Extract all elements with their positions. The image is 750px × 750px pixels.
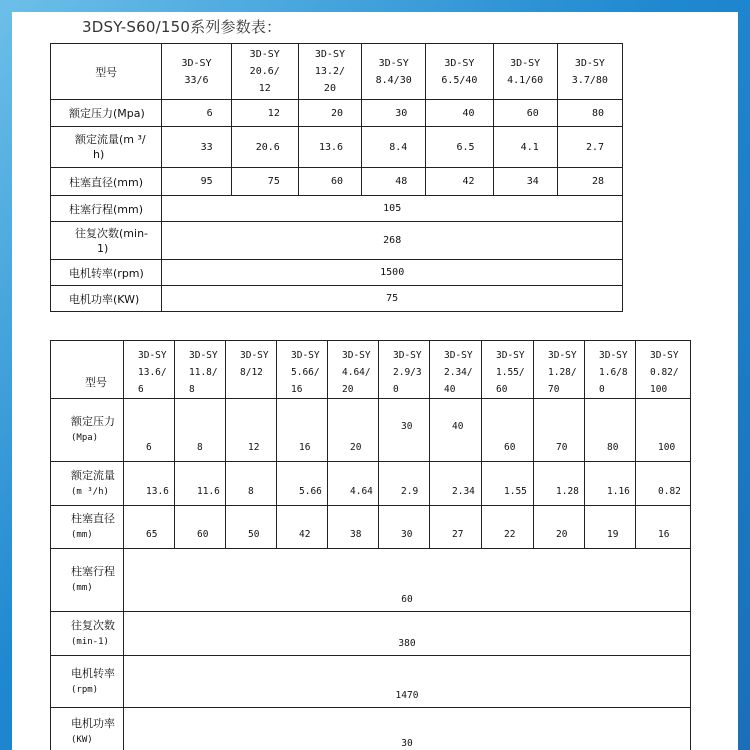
- flow-value: 33: [162, 127, 231, 168]
- model-cell: 3D-SY 1.28/ 70: [534, 341, 585, 399]
- speed-row: [51, 656, 691, 708]
- speed-value: 1500: [162, 260, 623, 286]
- freq-value: 380: [124, 612, 691, 656]
- pressure-value: 70: [534, 399, 585, 462]
- pressure-row: [51, 399, 691, 462]
- pressure-value: 30: [379, 399, 430, 462]
- flow-row: [51, 462, 691, 506]
- pressure-value: 6: [162, 100, 231, 127]
- parameter-table-2: [50, 340, 691, 750]
- flow-value: 8.4: [362, 127, 426, 168]
- power-value: 75: [162, 286, 623, 312]
- model-cell: 3D-SY 2.9/3 0: [379, 341, 430, 399]
- diameter-value: 28: [557, 168, 622, 196]
- speed-label: 电机转率(rpm): [51, 260, 162, 286]
- diameter-value: 34: [493, 168, 557, 196]
- model-header: 型号: [51, 341, 124, 399]
- diameter-value: 27: [430, 506, 482, 549]
- flow-value: 4.64: [328, 462, 379, 506]
- model-cell: 3D-SY 1.55/ 60: [482, 341, 534, 399]
- model-cell: 3D-SY 5.66/ 16: [277, 341, 328, 399]
- pressure-label: 额定压力(Mpa): [51, 100, 162, 127]
- flow-value: 6.5: [426, 127, 493, 168]
- diameter-label: 柱塞直径(mm): [51, 168, 162, 196]
- diameter-label: 柱塞直径 (mm): [51, 506, 124, 549]
- model-cell: 3D-SY 13.2/ 20: [298, 44, 361, 100]
- model-cell: 3D-SY 13.6/ 6: [124, 341, 175, 399]
- pressure-value: 100: [636, 399, 691, 462]
- model-cell: 3D-SY 33/6: [162, 44, 231, 100]
- stroke-row: [51, 196, 623, 222]
- speed-value: 1470: [124, 656, 691, 708]
- pressure-value: 8: [175, 399, 226, 462]
- flow-row: [51, 127, 623, 168]
- model-cell: 3D-SY 4.64/ 20: [328, 341, 379, 399]
- stroke-value: 60: [124, 549, 691, 612]
- model-cell: 3D-SY 11.8/ 8: [175, 341, 226, 399]
- model-row: [51, 44, 623, 100]
- diameter-value: 65: [124, 506, 175, 549]
- parameter-sheet: [12, 12, 738, 750]
- diameter-value: 19: [585, 506, 636, 549]
- diameter-value: 48: [362, 168, 426, 196]
- diameter-value: 75: [231, 168, 298, 196]
- flow-label: 额定流量 (m ³/h): [51, 462, 124, 506]
- stroke-label: 柱塞行程 (mm): [51, 549, 124, 612]
- freq-row: [51, 612, 691, 656]
- diameter-row: [51, 506, 691, 549]
- diameter-row: [51, 168, 623, 196]
- pressure-value: 6: [124, 399, 175, 462]
- model-cell: 3D-SY 3.7/80: [557, 44, 622, 100]
- pressure-value: 80: [585, 399, 636, 462]
- pressure-value: 20: [328, 399, 379, 462]
- flow-value: 2.34: [430, 462, 482, 506]
- model-cell: 3D-SY 2.34/ 40: [430, 341, 482, 399]
- pressure-value: 30: [362, 100, 426, 127]
- power-row: [51, 286, 623, 312]
- flow-value: 2.7: [557, 127, 622, 168]
- stroke-value: 105: [162, 196, 623, 222]
- diameter-value: 38: [328, 506, 379, 549]
- diameter-value: 42: [426, 168, 493, 196]
- power-label: 电机功率(KW): [51, 286, 162, 312]
- flow-value: 1.55: [482, 462, 534, 506]
- diameter-value: 20: [534, 506, 585, 549]
- power-row: [51, 708, 691, 750]
- diameter-value: 22: [482, 506, 534, 549]
- diameter-value: 30: [379, 506, 430, 549]
- freq-row: [51, 222, 623, 260]
- pressure-value: 40: [426, 100, 493, 127]
- model-cell: 3D-SY 20.6/ 12: [231, 44, 298, 100]
- stroke-label: 柱塞行程(mm): [51, 196, 162, 222]
- flow-value: 2.9: [379, 462, 430, 506]
- stroke-row: [51, 549, 691, 612]
- flow-value: 0.82: [636, 462, 691, 506]
- diameter-value: 16: [636, 506, 691, 549]
- model-cell: 3D-SY 4.1/60: [493, 44, 557, 100]
- diameter-value: 60: [298, 168, 361, 196]
- flow-value: 20.6: [231, 127, 298, 168]
- flow-value: 8: [226, 462, 277, 506]
- model-cell: 3D-SY 8.4/30: [362, 44, 426, 100]
- speed-row: [51, 260, 623, 286]
- model-cell: 3D-SY 0.82/ 100: [636, 341, 691, 399]
- model-header: 型号: [51, 44, 162, 100]
- flow-value: 5.66: [277, 462, 328, 506]
- diameter-value: 95: [162, 168, 231, 196]
- model-cell: 3D-SY 6.5/40: [426, 44, 493, 100]
- flow-value: 13.6: [124, 462, 175, 506]
- parameter-table-1: [50, 43, 623, 312]
- pressure-value: 60: [482, 399, 534, 462]
- flow-value: 1.16: [585, 462, 636, 506]
- pressure-row: [51, 100, 623, 127]
- model-cell: 3D-SY 8/12: [226, 341, 277, 399]
- diameter-value: 50: [226, 506, 277, 549]
- pressure-value: 16: [277, 399, 328, 462]
- flow-label: 额定流量(m ³/ h): [51, 127, 162, 168]
- model-row: [51, 341, 691, 399]
- power-label: 电机功率 (KW): [51, 708, 124, 750]
- diameter-value: 42: [277, 506, 328, 549]
- diameter-value: 60: [175, 506, 226, 549]
- speed-label: 电机转率 (rpm): [51, 656, 124, 708]
- pressure-value: 12: [226, 399, 277, 462]
- flow-value: 4.1: [493, 127, 557, 168]
- freq-label: 往复次数(min- 1): [51, 222, 162, 260]
- pressure-value: 20: [298, 100, 361, 127]
- model-cell: 3D-SY 1.6/8 0: [585, 341, 636, 399]
- flow-value: 13.6: [298, 127, 361, 168]
- freq-value: 268: [162, 222, 623, 260]
- power-value: 30: [124, 708, 691, 750]
- freq-label: 往复次数 (min-1): [51, 612, 124, 656]
- pressure-value: 80: [557, 100, 622, 127]
- flow-value: 1.28: [534, 462, 585, 506]
- pressure-value: 40: [430, 399, 482, 462]
- flow-value: 11.6: [175, 462, 226, 506]
- pressure-label: 额定压力 (Mpa): [51, 399, 124, 462]
- pressure-value: 12: [231, 100, 298, 127]
- pressure-value: 60: [493, 100, 557, 127]
- page-title: 3DSY-S60/150系列参数表：: [82, 18, 282, 36]
